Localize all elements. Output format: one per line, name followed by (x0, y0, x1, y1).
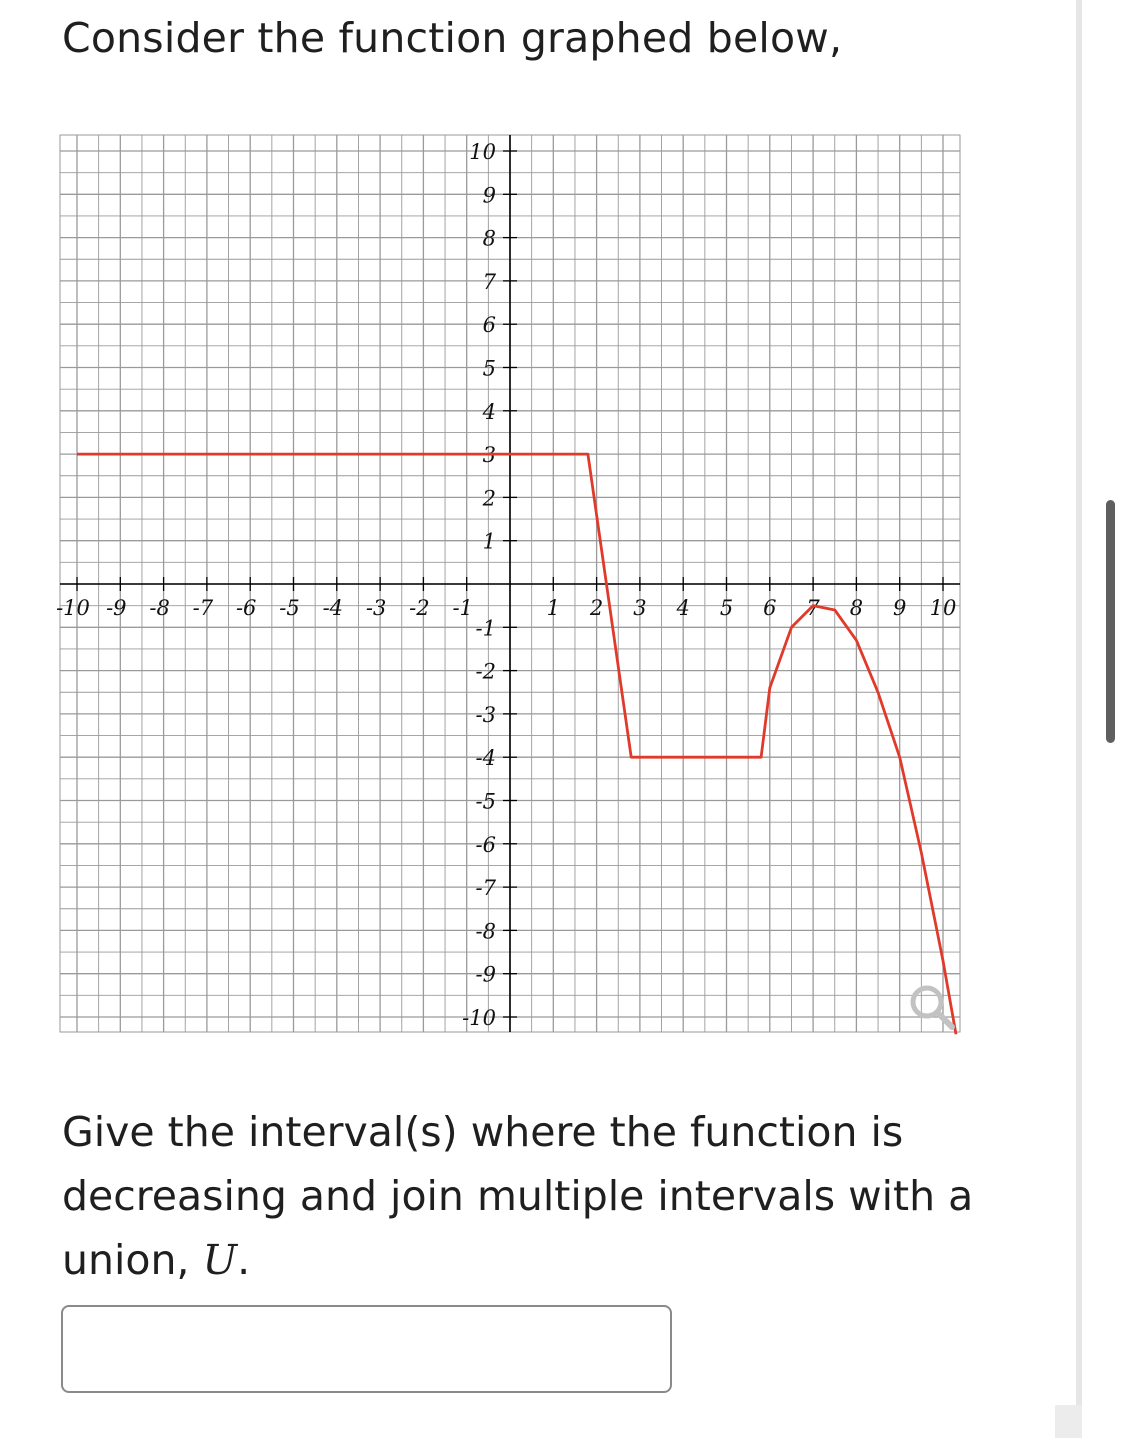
x-tick-label: -1 (452, 596, 473, 620)
x-tick-label: -4 (322, 596, 344, 620)
y-tick-label: -4 (475, 746, 496, 771)
answer-input[interactable] (61, 1305, 672, 1393)
x-tick-label: -2 (409, 596, 430, 620)
x-tick-label: 7 (806, 596, 820, 620)
x-tick-label: 1 (546, 596, 560, 620)
y-tick-label: -1 (475, 616, 496, 641)
question-body: Give the interval(s) where the function is decreasing and join multiple intervals with a union, (62, 1108, 974, 1284)
y-tick-label: 8 (482, 226, 496, 251)
y-tick-label: -2 (475, 659, 496, 684)
y-tick-label: 6 (482, 313, 496, 338)
x-tick-label: 5 (719, 596, 734, 620)
y-tick-label: -5 (475, 789, 496, 814)
scrollbar-thumb[interactable] (1106, 500, 1115, 743)
y-tick-label: 1 (482, 529, 496, 554)
magnifier-icon[interactable] (913, 988, 952, 1027)
scrollbar-track (1076, 0, 1082, 1438)
y-tick-label: 7 (482, 269, 496, 294)
x-tick-label: -6 (235, 596, 257, 620)
y-tick-label: 3 (482, 443, 496, 468)
union-symbol: U (202, 1236, 238, 1284)
x-tick-label: 10 (929, 596, 957, 620)
y-tick-label: 9 (482, 183, 496, 208)
tick-labels (56, 140, 956, 1030)
y-tick-label: 5 (482, 356, 496, 381)
y-tick-label: -10 (462, 1006, 496, 1030)
scrollbar-end (1055, 1405, 1082, 1438)
y-tick-label: -7 (475, 876, 496, 901)
question-text (62, 1100, 1042, 1292)
y-tick-label: -6 (475, 832, 496, 857)
y-tick-label: -3 (475, 702, 496, 727)
y-tick-label: -8 (475, 919, 496, 944)
x-tick-label: 9 (893, 596, 907, 620)
x-tick-label: -8 (149, 596, 170, 620)
intro-text: Consider the function graphed below, (62, 14, 843, 62)
y-tick-label: -9 (475, 962, 496, 987)
x-tick-label: 2 (589, 596, 604, 620)
y-tick-label: 2 (482, 486, 496, 511)
question-end: . (237, 1236, 251, 1284)
x-tick-label: -3 (365, 596, 387, 620)
x-tick-label: -10 (56, 596, 90, 620)
y-tick-label: 4 (482, 399, 496, 424)
x-tick-label: 3 (633, 596, 647, 620)
x-tick-label: -7 (192, 596, 214, 620)
x-tick-label: 6 (763, 596, 777, 620)
x-tick-label: 4 (676, 596, 690, 620)
x-tick-label: -9 (106, 596, 127, 620)
x-tick-label: -5 (279, 596, 300, 620)
x-tick-label: 8 (849, 596, 864, 620)
axes (60, 135, 960, 1032)
y-tick-label: 10 (469, 140, 496, 164)
